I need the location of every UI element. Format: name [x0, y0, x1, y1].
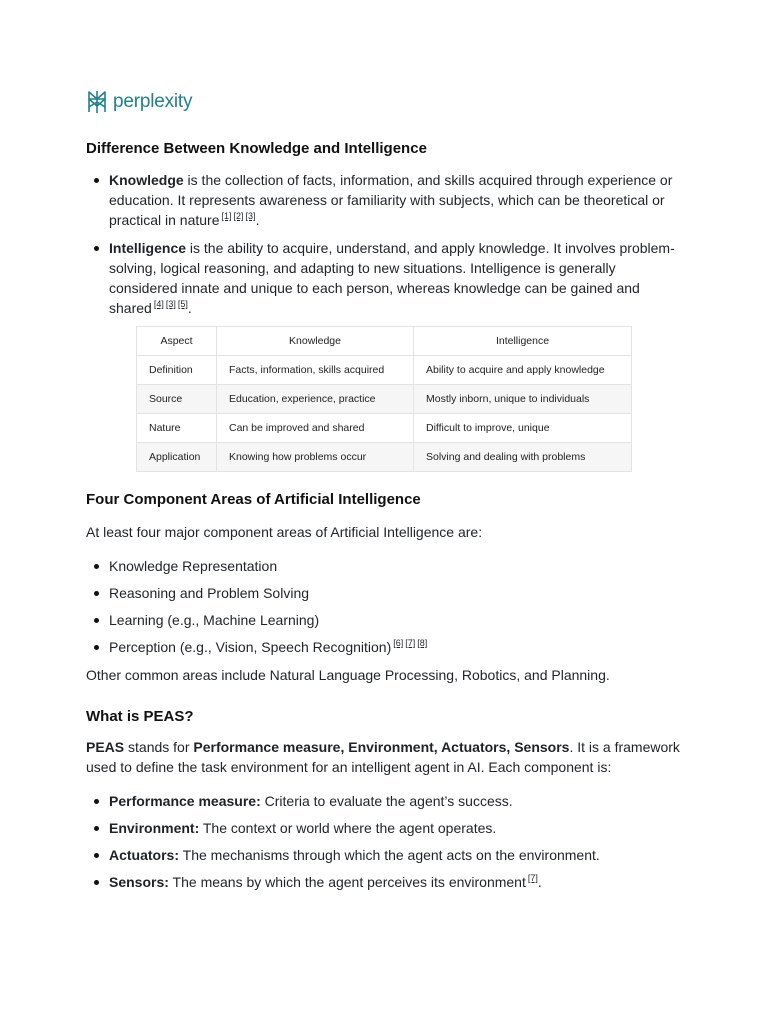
list-item: Knowledge Representation: [86, 556, 682, 576]
list-item: Learning (e.g., Machine Learning): [86, 610, 682, 630]
table-cell: Solving and dealing with problems: [414, 443, 632, 472]
knowledge-intelligence-list: [86, 170, 682, 318]
term-performance: Performance measure:: [109, 793, 261, 809]
table-cell: Can be improved and shared: [217, 414, 414, 443]
column-header: Intelligence: [414, 327, 632, 356]
table-row: [137, 385, 632, 414]
list-item: Reasoning and Problem Solving: [86, 583, 682, 603]
table-cell: Knowing how problems occur: [217, 443, 414, 472]
table-cell: Application: [137, 443, 217, 472]
perplexity-logo-icon: [86, 90, 108, 114]
citation-link[interactable]: [3]: [245, 211, 256, 221]
table-cell: Facts, information, skills acquired: [217, 356, 414, 385]
definition: The mechanisms through which the agent acts on the environment.: [179, 847, 600, 863]
table-row: [137, 356, 632, 385]
peas-intro-rest: . It is a framework used to define the task environment for an intelligent agent in AI. Each component is:: [86, 739, 680, 775]
citation-link[interactable]: [1]: [221, 211, 232, 221]
list-item-actuators: [86, 845, 682, 865]
citation-link[interactable]: [3]: [165, 299, 176, 309]
table-cell: Nature: [137, 414, 217, 443]
ai-areas-outro: Other common areas include Natural Language Processing, Robotics, and Planning.: [86, 667, 610, 683]
list-item-environment: [86, 818, 682, 838]
table-row: [137, 414, 632, 443]
peas-intro: [86, 737, 682, 777]
list-item: [86, 637, 682, 657]
list-item-text: Perception (e.g., Vision, Speech Recognition): [109, 639, 392, 655]
list-item-sensors: Sensors: The means by which the agent perceives its environment [7].: [86, 872, 682, 892]
table-cell: Education, experience, practice: [217, 385, 414, 414]
citation-link[interactable]: [2]: [233, 211, 244, 221]
peas-intro-text: stands for: [124, 739, 194, 755]
citation-link[interactable]: [6]: [393, 638, 404, 648]
section-heading-peas: What is PEAS?: [86, 708, 194, 725]
perplexity-logo: [86, 90, 192, 114]
ai-areas-intro: At least four major component areas of Artificial Intelligence are:: [86, 524, 483, 540]
comparison-table: [136, 326, 632, 472]
table-row: [137, 443, 632, 472]
definition: The means by which the agent perceives its environment: [168, 874, 526, 890]
ai-areas-list: [86, 556, 682, 657]
table-cell: Difficult to improve, unique: [414, 414, 632, 443]
definition: Criteria to evaluate the agent’s success.: [260, 793, 513, 809]
table-cell: Definition: [137, 356, 217, 385]
column-header: Aspect: [137, 327, 217, 356]
list-item-performance: [86, 791, 682, 811]
peas-list: [86, 791, 682, 892]
term-peas: PEAS: [86, 739, 125, 755]
citation-link[interactable]: [7]: [405, 638, 416, 648]
citation-link[interactable]: [7]: [527, 873, 538, 883]
term-intelligence: Intelligence: [109, 240, 187, 256]
table-cell: Mostly inborn, unique to individuals: [414, 385, 632, 414]
logo-text: perplexity: [113, 91, 193, 112]
definition: The context or world where the agent operates.: [199, 820, 497, 836]
term-knowledge: Knowledge: [109, 172, 184, 188]
column-header: Knowledge: [217, 327, 414, 356]
term-actuators: Actuators:: [109, 847, 180, 863]
term-environment: Environment:: [109, 820, 200, 836]
citation-link[interactable]: [4]: [153, 299, 164, 309]
knowledge-definition: is the collection of facts, information, and skills acquired through experience or education. It represents awareness or familiarity with subjects, which can be theoretical or practical in nature: [109, 172, 673, 228]
section-heading-knowledge-intelligence: Difference Between Knowledge and Intelligence: [86, 140, 427, 157]
table-cell: Ability to acquire and apply knowledge: [414, 356, 632, 385]
peas-expansion: Performance measure, Environment, Actuators, Sensors: [193, 739, 570, 755]
term-sensors: Sensors:: [109, 874, 169, 890]
section-heading-ai-areas: Four Component Areas of Artificial Intelligence: [86, 491, 421, 508]
list-item-knowledge: Knowledge is the collection of facts, information, and skills acquired through experience or education. It represents awareness or familiarity with subjects, which can be theoretical or practical in nature [1] [2] [3].: [86, 170, 682, 230]
intelligence-definition: is the ability to acquire, understand, and apply knowledge. It involves problem-solving, logical reasoning, and adapting to new situations. Intelligence is generally considered innate and unique to each person, whereas knowledge can be gained and shared: [109, 240, 675, 316]
citation-link[interactable]: [8]: [417, 638, 428, 648]
table-header-row: [137, 327, 632, 356]
citation-link[interactable]: [5]: [177, 299, 188, 309]
table-cell: Source: [137, 385, 217, 414]
list-item-intelligence: Intelligence is the ability to acquire, understand, and apply knowledge. It involves problem-solving, logical reasoning, and adapting to new situations. Intelligence is generally considered innate and unique to each person, whereas knowledge can be gained and shared [4] [3] [5].: [86, 238, 682, 318]
